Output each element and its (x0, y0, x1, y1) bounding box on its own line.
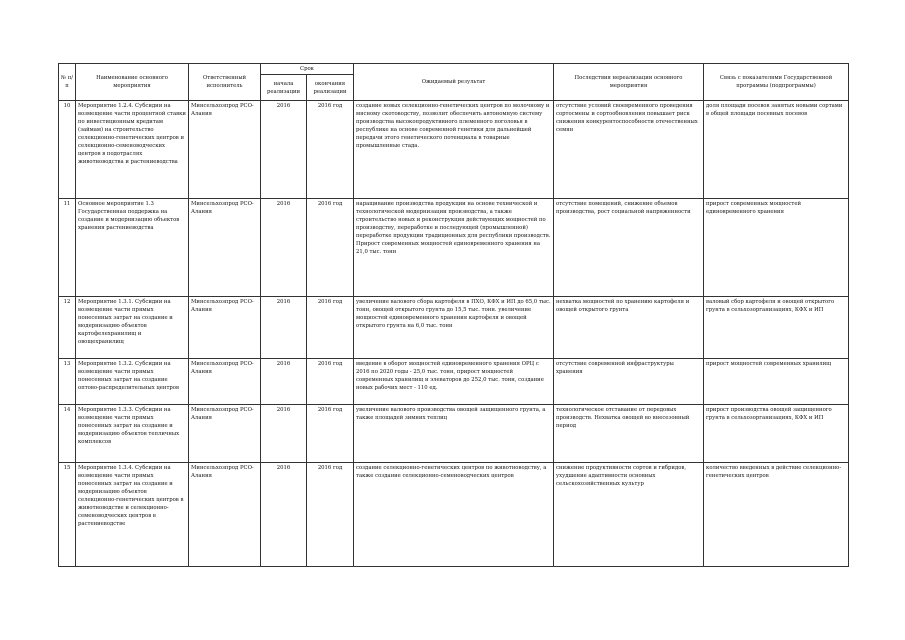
cell-num: 15 (59, 463, 76, 567)
cell-end: 2016 год (307, 101, 354, 199)
header-num: № п/п (59, 64, 76, 101)
cell-consequences: нехватка мощностей по хранению картофеля и овощей открытого грунта (554, 297, 704, 359)
table-row (59, 405, 849, 463)
cell-name: Мероприятие 1.3.4. Субсидии на возмещение части прямых понесенных затрат на создание и модернизацию объектов селекционно-генетических центров в животноводстве и селекционно-семеноводческих центров в растениеводстве (76, 463, 189, 567)
header-executor: Ответственный исполнитель (189, 64, 261, 101)
header-result: Ожидаемый результат (354, 64, 554, 101)
cell-relation: прирост мощностей современных хранилищ (704, 359, 849, 405)
cell-result: создание новых селекционно-генетических центров по молочному и мясному скотоводству, позволит обеспечить автономную систему производства высокопродуктивного племенного поголовья в республике на основе современной генетики для дальнейшей передачи этого генетического потенциала в товарные промышленные стада. (354, 101, 554, 199)
cell-executor: Минсельхозпрод РСО-Алания (189, 405, 261, 463)
measures-table (58, 63, 849, 567)
header-consequences: Последствия нереализации основного мероприятия (554, 64, 704, 101)
cell-num: 13 (59, 359, 76, 405)
cell-start: 2016 (261, 297, 307, 359)
cell-start: 2016 (261, 463, 307, 567)
cell-end: 2016 год (307, 199, 354, 297)
cell-executor: Минсельхозпрод РСО-Алания (189, 463, 261, 567)
cell-name: Мероприятие 1.3.2. Субсидии на возмещение части прямых понесенных затрат на создание оптово-распределительных центров (76, 359, 189, 405)
cell-num: 11 (59, 199, 76, 297)
cell-consequences: отсутствие помещений, снижение объемов производства, рост социальной напряженности (554, 199, 704, 297)
cell-relation: прирост современных мощностей единовременного хранения (704, 199, 849, 297)
cell-name: Мероприятие 1.3.3. Субсидии на возмещение части прямых понесенных затрат на создание и модернизацию объектов тепличных комплексов (76, 405, 189, 463)
cell-executor: Минсельхозпрод РСО-Алания (189, 359, 261, 405)
cell-relation: доля площади посевов занятых новыми сортами в общей площади посевных посевов (704, 101, 849, 199)
cell-executor: Минсельхозпрод РСО-Алания (189, 101, 261, 199)
header-start: начала реализации (261, 75, 307, 101)
table-row (59, 199, 849, 297)
header-end: окончания реализации (307, 75, 354, 101)
cell-name: Основное мероприятие 1.3 Государственная поддержка на создание и модернизацию объектов хранения растениеводства (76, 199, 189, 297)
header-relation: Связь с показателями Государственной программы (подпрограммы) (704, 64, 849, 101)
cell-relation: валовый сбор картофеля и овощей открытого грунта в сельхозорганизациях, КФХ и ИП (704, 297, 849, 359)
cell-result: увеличение валового производства овощей защищенного грунта, а также площадей зимних теплиц (354, 405, 554, 463)
cell-executor: Минсельхозпрод РСО-Алания (189, 297, 261, 359)
cell-start: 2016 (261, 199, 307, 297)
cell-end: 2016 год (307, 463, 354, 567)
table-row (59, 101, 849, 199)
table-row (59, 359, 849, 405)
table-header-row (59, 64, 849, 75)
cell-result: введение в оборот мощностей единовременного хранения ОРЦ с 2016 по 2020 годы - 25,0 тыс. тонн, прирост мощностей современных хранилищ и элеваторов до 252,0 тыс. тонн, создание новых рабочих мест - 110 ед. (354, 359, 554, 405)
cell-end: 2016 год (307, 405, 354, 463)
cell-start: 2016 (261, 101, 307, 199)
cell-consequences: технологическое отставание от передовых производств. Нехватка овощей во внесезонный период (554, 405, 704, 463)
cell-result: увеличение валового сбора картофеля в ПХО, КФХ и ИП до 65,0 тыс. тонн, овощей открытого грунта до 15,5 тыс. тонн. увеличение мощностей единовременного хранения картофеля и овощей открытого грунта на 6,0 тыс. тонн (354, 297, 554, 359)
cell-relation: прирост производства овощей защищенного грунта в сельхозорганизациях, КФХ и ИП (704, 405, 849, 463)
header-name: Наименование основного мероприятия (76, 64, 189, 101)
cell-num: 12 (59, 297, 76, 359)
table-row (59, 463, 849, 567)
cell-result: создание селекционно-генетических центров по животноводству, а также создание селекционно-семеноводческих центров (354, 463, 554, 567)
cell-consequences: отсутствие условий своевременного проведения сортосмены и сортообновления повышает риск снижения конкурентоспособности отечественных семян (554, 101, 704, 199)
cell-num: 10 (59, 101, 76, 199)
cell-relation: количество введенных в действие селекционно-генетических центров (704, 463, 849, 567)
cell-end: 2016 год (307, 359, 354, 405)
cell-consequences: снижение продуктивности сортов и гибридов, ухудшение адаптивности основных сельскохозяйственных культур (554, 463, 704, 567)
cell-start: 2016 (261, 359, 307, 405)
cell-name: Мероприятие 1.3.1. Субсидии на возмещение части прямых понесенных затрат на создание и модернизацию объектов картофелехранилищ и овощехранилищ (76, 297, 189, 359)
cell-executor: Минсельхозпрод РСО-Алания (189, 199, 261, 297)
cell-consequences: отсутствие современной инфраструктуры хранения (554, 359, 704, 405)
cell-name: Мероприятие 1.2.4. Субсидии на возмещение части процентной ставки по инвестиционным кредитам (займам) на строительство селекционно-генетических центров и селекционно-семеноводческих центров в подотраслях животноводства и растениеводства (76, 101, 189, 199)
cell-num: 14 (59, 405, 76, 463)
header-term: Срок (261, 64, 354, 75)
cell-result: наращивание производства продукции на основе технической и технологической модернизации производства, а также строительство новых и реконструкция действующих мощностей по производству, переработке и последующей (промышленной) переработке продукции традиционных для республики производств. Прирост современных мощностей единовременного хранения на 21,0 тыс. тонн (354, 199, 554, 297)
cell-end: 2016 год (307, 297, 354, 359)
table-row (59, 297, 849, 359)
cell-start: 2016 (261, 405, 307, 463)
